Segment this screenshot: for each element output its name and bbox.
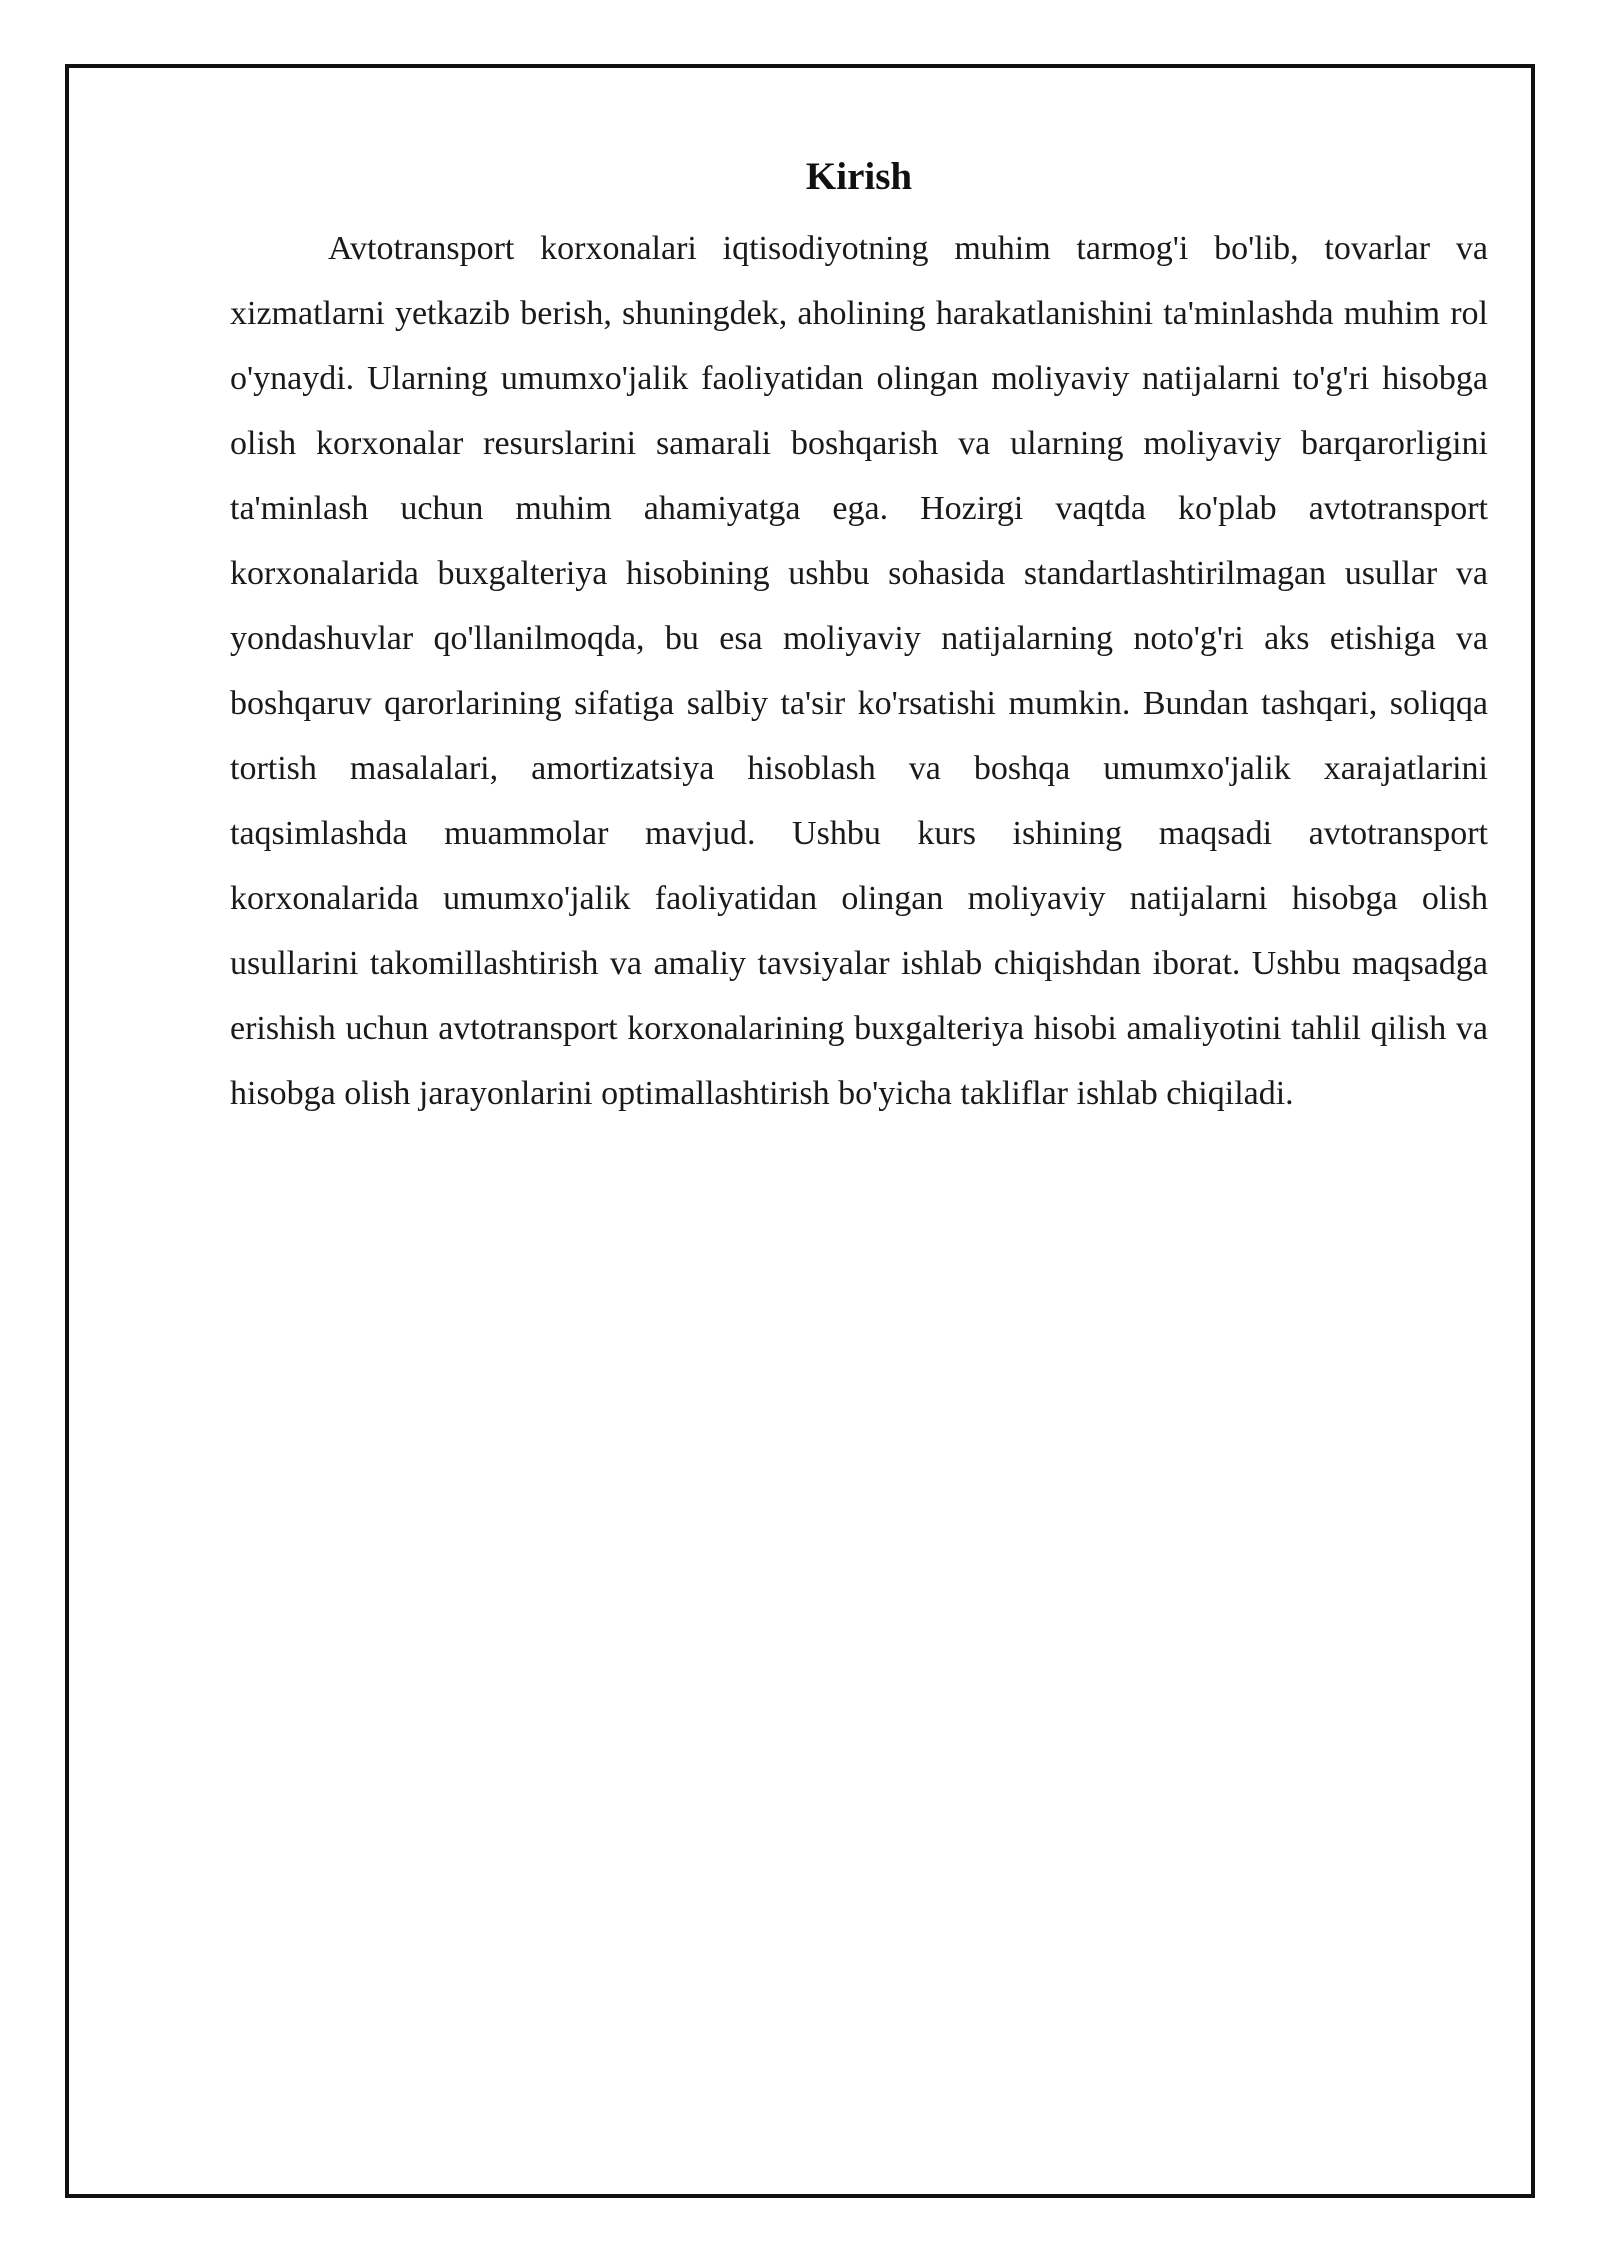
page-title: Kirish <box>805 155 913 198</box>
intro-paragraph: Avtotransport korxonalari iqtisodiyotning muhim tarmog'i bo'lib, tovarlar va xizmatlarni yetkazib berish, shuningdek, aholining harakatlanishini ta'minlashda muhim rol o'ynaydi. Ularning umumxo'jalik faoliyatidan olingan moliyaviy natijalarni to'g'ri hisobga olish korxonalar resurslarini samarali boshqarish va ularning moliyaviy barqarorligini ta'minlash uchun muhim ahamiyatga ega. Hozirgi vaqtda ko'plab avtotransport korxonalarida buxgalteriya hisobining ushbu sohasida standartlashtirilmagan usullar va yondashuvlar qo'llanilmoqda, bu esa moliyaviy natijalarning noto'g'ri aks etishiga va boshqaruv qarorlarining sifatiga salbiy ta'sir ko'rsatishi mumkin. Bundan tashqari, soliqqa tortish masalalari, amortizatsiya hisoblash va boshqa umumxo'jalik xarajatlarini taqsimlashda muammolar mavjud. Ushbu kurs ishining maqsadi avtotransport korxonalarida umumxo'jalik faoliyatidan olingan moliyaviy natijalarni hisobga olish usullarini takomillashtirish va amaliy tavsiyalar ishlab chiqishdan iborat. Ushbu maqsadga erishish uchun avtotransport korxonalarining buxgalteriya hisobi amaliyotini tahlil qilish va hisobga olish jarayonlarini optimallashtirish bo'yicha takliflar ishlab chiqiladi. <box>230 230 1488 1112</box>
document-body <box>230 148 1488 1126</box>
